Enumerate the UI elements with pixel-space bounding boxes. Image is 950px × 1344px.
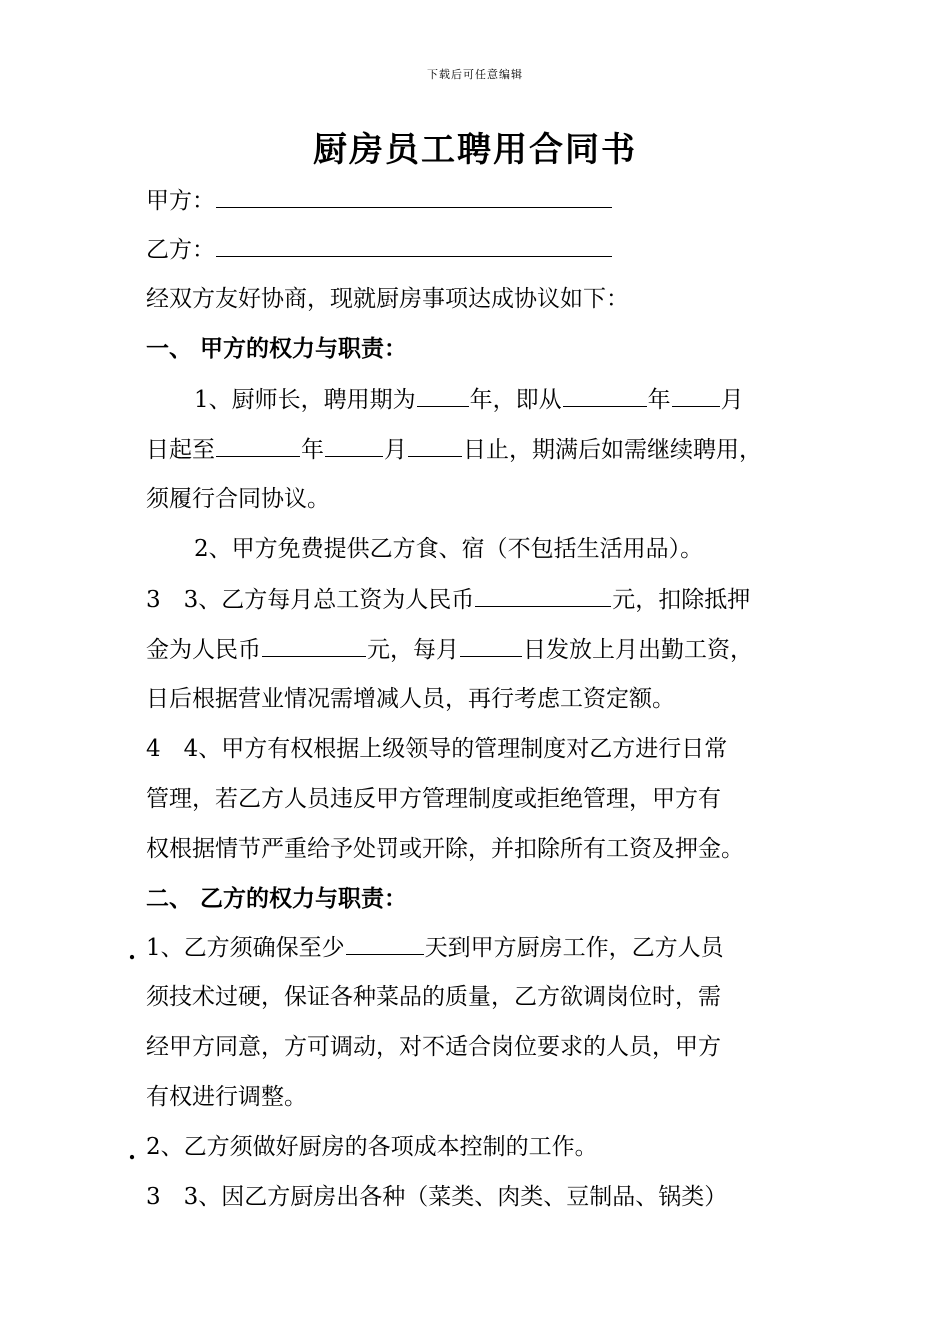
end-year-blank	[216, 434, 300, 457]
list-bullet: .	[128, 938, 137, 965]
s1-item1-text-b: 年，即从	[469, 387, 562, 413]
party-b-line	[146, 234, 613, 265]
payday-blank	[460, 634, 522, 657]
start-year-blank	[563, 384, 647, 407]
s1-item2: 2、甲方免费提供乙方食、宿（不包括生活用品）。	[194, 536, 704, 562]
s2-item1-text-b: 天到甲方厨房工作，乙方人员	[424, 935, 724, 961]
s1-item1-text-h: 日止，期满后如需继续聘用，	[463, 437, 762, 463]
s2-item1-line3: 经甲方同意，方可调动，对不适合岗位要求的人员，甲方	[146, 1034, 721, 1060]
s1-item1-text-a: 1、厨师长，聘用期为	[194, 387, 416, 413]
section-1-heading: 一、 甲方的权力与职责：	[146, 335, 408, 362]
s1-item4-line2: 管理，若乙方人员违反甲方管理制度或拒绝管理，甲方有	[146, 786, 721, 812]
s2-item1-text-a: 1、乙方须确保至少	[146, 935, 345, 961]
intro-text: 经双方友好协商，现就厨房事项达成协议如下：	[146, 286, 629, 312]
s1-item3-text-b: 元，扣除抵押	[612, 587, 751, 613]
salary-blank	[475, 584, 611, 607]
s1-item4-line3: 权根据情节严重给予处罚或开除，并扣除所有工资及押金。	[146, 836, 744, 862]
s1-item3-text-c: 金为人民币	[146, 637, 261, 663]
section-2-heading: 二、 乙方的权力与职责：	[146, 885, 408, 912]
party-b-label: 乙方：	[146, 237, 215, 263]
term-years-blank	[417, 384, 469, 407]
s2-item1-line2: 须技术过硬，保证各种菜品的质量，乙方欲调岗位时，需	[146, 984, 721, 1010]
s1-item3-text-a: 3 3、乙方每月总工资为人民币	[146, 587, 475, 613]
end-day-blank	[408, 434, 462, 457]
party-a-label: 甲方：	[146, 188, 215, 214]
start-month-blank	[672, 384, 720, 407]
page-title: 厨房员工聘用合同书	[313, 130, 637, 170]
s1-item3-line3: 日后根据营业情况需增减人员，再行考虑工资定额。	[146, 686, 675, 712]
header-note: 下载后可任意编辑	[427, 68, 523, 81]
s2-item2: 2、乙方须做好厨房的各项成本控制的工作。	[146, 1134, 598, 1160]
workdays-blank	[346, 932, 424, 955]
s1-item3-text-d: 元，每月	[367, 637, 459, 663]
s1-item1-line2	[146, 434, 762, 465]
s1-item1-text-d: 月	[720, 387, 744, 413]
s2-item1-line1	[146, 932, 724, 963]
s1-item1-line3: 须履行合同协议。	[146, 486, 330, 512]
party-a-line	[146, 185, 613, 216]
end-month-blank	[325, 434, 383, 457]
s1-item3-text-e: 日发放上月出勤工资，	[523, 637, 753, 663]
s1-item1-line1	[194, 384, 744, 415]
party-b-blank	[216, 234, 612, 257]
s1-item3-line1	[146, 584, 750, 615]
s2-item3-line1: 3 3、因乙方厨房出各种（菜类、肉类、豆制品、锅类）	[146, 1184, 728, 1210]
list-bullet: .	[128, 1138, 137, 1165]
s1-item1-text-g: 月	[384, 437, 407, 463]
s1-item1-text-f: 年	[301, 437, 324, 463]
s1-item1-text-e: 日起至	[146, 437, 215, 463]
party-a-blank	[216, 185, 612, 208]
s1-item1-text-c: 年	[647, 387, 671, 413]
s2-item1-line4: 有权进行调整。	[146, 1084, 307, 1110]
deposit-blank	[262, 634, 366, 657]
s1-item4-line1: 4 4、甲方有权根据上级领导的管理制度对乙方进行日常	[146, 736, 728, 762]
s1-item3-line2	[146, 634, 753, 665]
